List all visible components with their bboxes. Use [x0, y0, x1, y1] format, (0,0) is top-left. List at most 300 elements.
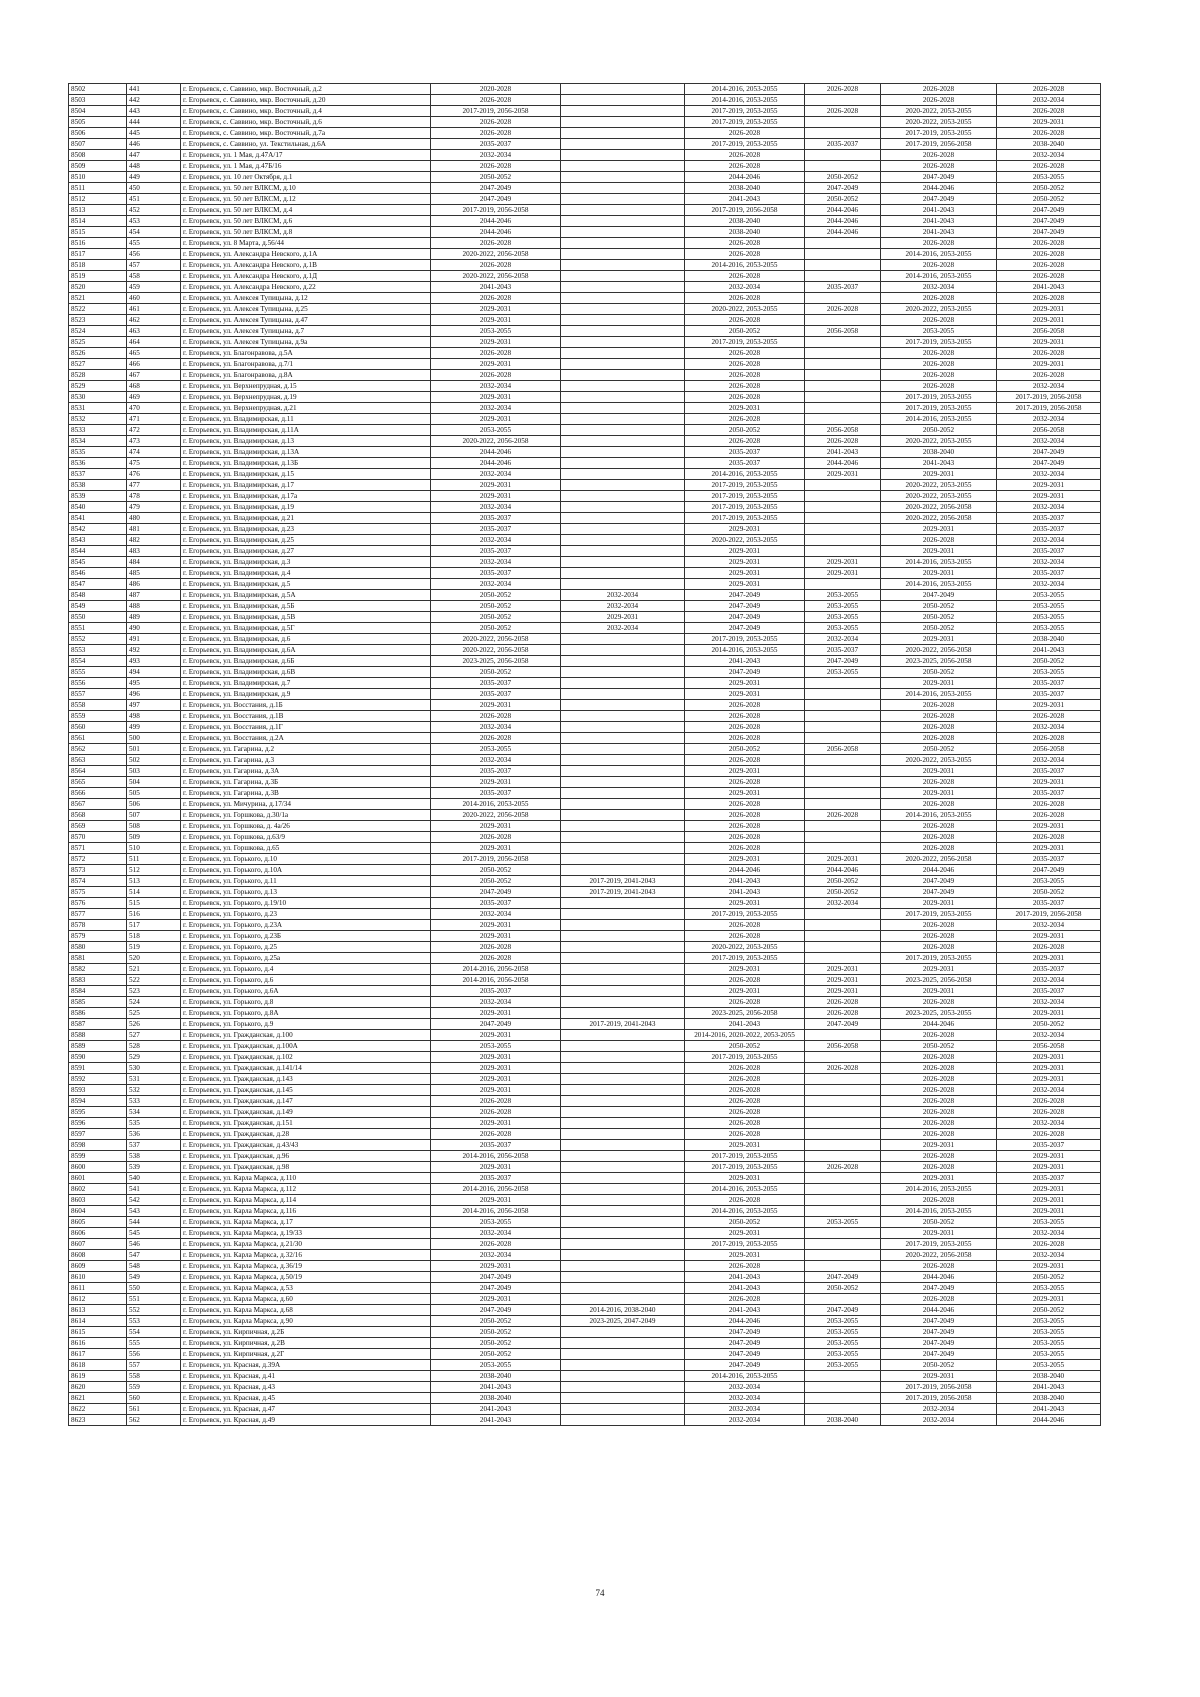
period-1-cell: 2047-2049 [431, 1272, 561, 1283]
period-2-cell [561, 700, 685, 711]
table-row [69, 337, 1101, 348]
table-row [69, 744, 1101, 755]
address-cell: г. Егорьевск, ул. Александра Невского, д.1В [181, 260, 431, 271]
period-1-cell: 2041-2043 [431, 1382, 561, 1393]
period-5-cell: 2041-2043 [881, 216, 997, 227]
address-cell: г. Егорьевск, ул. Владимирская, д.21 [181, 513, 431, 524]
table-row [69, 161, 1101, 172]
period-1-cell: 2032-2034 [431, 997, 561, 1008]
period-4-cell [805, 535, 881, 546]
period-2-cell [561, 557, 685, 568]
period-4-cell [805, 381, 881, 392]
item-number-cell: 518 [127, 931, 181, 942]
period-6-cell: 2029-2031 [997, 931, 1101, 942]
table-row [69, 249, 1101, 260]
item-number-cell: 549 [127, 1272, 181, 1283]
period-1-cell: 2029-2031 [431, 480, 561, 491]
period-4-cell: 2044-2046 [805, 205, 881, 216]
period-2-cell [561, 953, 685, 964]
period-2-cell [561, 645, 685, 656]
period-5-cell: 2014-2016, 2053-2055 [881, 557, 997, 568]
address-cell: г. Егорьевск, ул. Алексея Тупицына, д.9а [181, 337, 431, 348]
table-row [69, 1173, 1101, 1184]
period-6-cell: 2053-2055 [997, 667, 1101, 678]
period-6-cell: 2053-2055 [997, 1338, 1101, 1349]
period-6-cell: 2017-2019, 2056-2058 [997, 909, 1101, 920]
period-1-cell: 2020-2022, 2056-2058 [431, 810, 561, 821]
period-3-cell: 2026-2028 [685, 799, 805, 810]
record-id-cell: 8610 [69, 1272, 127, 1283]
period-4-cell [805, 1261, 881, 1272]
address-cell: г. Егорьевск, ул. Владимирская, д.25 [181, 535, 431, 546]
period-3-cell: 2029-2031 [685, 557, 805, 568]
period-6-cell: 2026-2028 [997, 1129, 1101, 1140]
period-2-cell [561, 128, 685, 139]
item-number-cell: 495 [127, 678, 181, 689]
record-id-cell: 8527 [69, 359, 127, 370]
period-6-cell: 2050-2052 [997, 656, 1101, 667]
period-4-cell [805, 832, 881, 843]
record-id-cell: 8508 [69, 150, 127, 161]
period-5-cell: 2026-2028 [881, 95, 997, 106]
period-3-cell: 2029-2031 [685, 854, 805, 865]
period-5-cell: 2029-2031 [881, 678, 997, 689]
period-3-cell: 2014-2016, 2053-2055 [685, 1206, 805, 1217]
address-cell: г. Егорьевск, ул. Горького, д.8 [181, 997, 431, 1008]
period-3-cell: 2017-2019, 2053-2055 [685, 1052, 805, 1063]
record-id-cell: 8517 [69, 249, 127, 260]
record-id-cell: 8521 [69, 293, 127, 304]
period-4-cell [805, 392, 881, 403]
period-4-cell [805, 370, 881, 381]
period-4-cell: 2044-2046 [805, 458, 881, 469]
period-4-cell [805, 271, 881, 282]
record-id-cell: 8568 [69, 810, 127, 821]
period-2-cell [561, 766, 685, 777]
period-4-cell: 2056-2058 [805, 744, 881, 755]
record-id-cell: 8591 [69, 1063, 127, 1074]
period-4-cell: 2056-2058 [805, 326, 881, 337]
table-row [69, 271, 1101, 282]
period-3-cell: 2017-2019, 2053-2055 [685, 513, 805, 524]
period-3-cell: 2026-2028 [685, 832, 805, 843]
item-number-cell: 448 [127, 161, 181, 172]
period-6-cell: 2035-2037 [997, 524, 1101, 535]
table-row [69, 1151, 1101, 1162]
period-4-cell: 2041-2043 [805, 447, 881, 458]
period-5-cell: 2017-2019, 2053-2055 [881, 128, 997, 139]
period-6-cell: 2029-2031 [997, 117, 1101, 128]
period-3-cell: 2041-2043 [685, 887, 805, 898]
period-3-cell: 2029-2031 [685, 689, 805, 700]
period-3-cell: 2050-2052 [685, 425, 805, 436]
period-1-cell: 2032-2034 [431, 150, 561, 161]
period-5-cell: 2014-2016, 2053-2055 [881, 689, 997, 700]
address-cell: г. Егорьевск, ул. Красная, д.45 [181, 1393, 431, 1404]
period-3-cell: 2032-2034 [685, 1415, 805, 1426]
period-1-cell: 2026-2028 [431, 733, 561, 744]
period-2-cell [561, 1382, 685, 1393]
period-2-cell [561, 480, 685, 491]
period-3-cell: 2047-2049 [685, 1349, 805, 1360]
record-id-cell: 8603 [69, 1195, 127, 1206]
period-2-cell [561, 326, 685, 337]
period-6-cell: 2041-2043 [997, 282, 1101, 293]
period-2-cell [561, 183, 685, 194]
period-5-cell: 2020-2022, 2056-2058 [881, 854, 997, 865]
period-5-cell: 2026-2028 [881, 293, 997, 304]
period-2-cell: 2017-2019, 2041-2043 [561, 876, 685, 887]
table-row [69, 392, 1101, 403]
period-2-cell [561, 348, 685, 359]
period-3-cell: 2029-2031 [685, 579, 805, 590]
table-row [69, 1096, 1101, 1107]
period-1-cell: 2035-2037 [431, 898, 561, 909]
period-4-cell [805, 689, 881, 700]
period-2-cell [561, 150, 685, 161]
period-5-cell: 2026-2028 [881, 1085, 997, 1096]
period-4-cell: 2026-2028 [805, 1008, 881, 1019]
period-5-cell: 2017-2019, 2056-2058 [881, 1393, 997, 1404]
period-6-cell: 2017-2019, 2056-2058 [997, 403, 1101, 414]
table-row [69, 194, 1101, 205]
period-3-cell: 2029-2031 [685, 546, 805, 557]
period-5-cell: 2026-2028 [881, 535, 997, 546]
period-1-cell: 2032-2034 [431, 755, 561, 766]
record-id-cell: 8599 [69, 1151, 127, 1162]
record-id-cell: 8551 [69, 623, 127, 634]
period-4-cell [805, 821, 881, 832]
table-body [69, 84, 1101, 1426]
item-number-cell: 561 [127, 1404, 181, 1415]
period-3-cell: 2032-2034 [685, 1382, 805, 1393]
address-cell: г. Егорьевск, ул. Благонравова, д.8А [181, 370, 431, 381]
table-row [69, 777, 1101, 788]
period-2-cell [561, 579, 685, 590]
period-6-cell: 2056-2058 [997, 744, 1101, 755]
table-row [69, 139, 1101, 150]
period-2-cell [561, 436, 685, 447]
address-cell: г. Егорьевск, ул. Владимирская, д.5 [181, 579, 431, 590]
period-2-cell [561, 755, 685, 766]
period-4-cell: 2053-2055 [805, 1360, 881, 1371]
period-1-cell: 2032-2034 [431, 909, 561, 920]
period-1-cell: 2026-2028 [431, 1096, 561, 1107]
item-number-cell: 533 [127, 1096, 181, 1107]
period-6-cell: 2047-2049 [997, 205, 1101, 216]
period-5-cell: 2026-2028 [881, 711, 997, 722]
period-5-cell: 2029-2031 [881, 469, 997, 480]
address-cell: г. Егорьевск, ул. Владимирская, д.6Б [181, 656, 431, 667]
period-2-cell [561, 997, 685, 1008]
item-number-cell: 456 [127, 249, 181, 260]
record-id-cell: 8574 [69, 876, 127, 887]
period-3-cell: 2029-2031 [685, 524, 805, 535]
period-5-cell: 2026-2028 [881, 161, 997, 172]
period-3-cell: 2026-2028 [685, 436, 805, 447]
period-2-cell [561, 975, 685, 986]
period-3-cell: 2017-2019, 2053-2055 [685, 139, 805, 150]
period-5-cell: 2053-2055 [881, 326, 997, 337]
period-3-cell: 2044-2046 [685, 865, 805, 876]
item-number-cell: 538 [127, 1151, 181, 1162]
item-number-cell: 457 [127, 260, 181, 271]
period-6-cell: 2029-2031 [997, 1162, 1101, 1173]
record-id-cell: 8535 [69, 447, 127, 458]
address-cell: г. Егорьевск, ул. Горького, д.6А [181, 986, 431, 997]
period-6-cell: 2050-2052 [997, 1019, 1101, 1030]
address-cell: г. Егорьевск, ул. Горького, д.9 [181, 1019, 431, 1030]
period-4-cell [805, 1250, 881, 1261]
period-5-cell: 2026-2028 [881, 931, 997, 942]
address-cell: г. Егорьевск, ул. Красная, д.47 [181, 1404, 431, 1415]
address-cell: г. Егорьевск, ул. Горького, д.23 [181, 909, 431, 920]
period-6-cell: 2032-2034 [997, 557, 1101, 568]
period-6-cell: 2029-2031 [997, 1261, 1101, 1272]
address-cell: г. Егорьевск, ул. Карла Маркса, д.116 [181, 1206, 431, 1217]
record-id-cell: 8613 [69, 1305, 127, 1316]
period-1-cell: 2014-2016, 2056-2058 [431, 1184, 561, 1195]
period-4-cell [805, 480, 881, 491]
address-cell: г. Егорьевск, ул. Верхнепрудная, д.21 [181, 403, 431, 414]
period-4-cell: 2053-2055 [805, 1316, 881, 1327]
item-number-cell: 541 [127, 1184, 181, 1195]
table-row [69, 359, 1101, 370]
table-row [69, 1349, 1101, 1360]
period-3-cell: 2044-2046 [685, 1316, 805, 1327]
page-number: 74 [595, 1588, 605, 1598]
record-id-cell: 8553 [69, 645, 127, 656]
period-3-cell: 2026-2028 [685, 997, 805, 1008]
period-5-cell: 2026-2028 [881, 733, 997, 744]
address-cell: г. Егорьевск, ул. Карла Маркса, д.60 [181, 1294, 431, 1305]
period-1-cell: 2050-2052 [431, 590, 561, 601]
period-3-cell: 2026-2028 [685, 821, 805, 832]
period-3-cell: 2029-2031 [685, 678, 805, 689]
period-6-cell: 2032-2034 [997, 1250, 1101, 1261]
period-3-cell: 2041-2043 [685, 656, 805, 667]
period-3-cell: 2029-2031 [685, 403, 805, 414]
record-id-cell: 8552 [69, 634, 127, 645]
address-cell: г. Егорьевск, ул. Красная, д.43 [181, 1382, 431, 1393]
record-id-cell: 8617 [69, 1349, 127, 1360]
period-5-cell: 2017-2019, 2053-2055 [881, 392, 997, 403]
period-4-cell [805, 909, 881, 920]
period-6-cell: 2026-2028 [997, 733, 1101, 744]
period-1-cell: 2026-2028 [431, 832, 561, 843]
period-1-cell: 2050-2052 [431, 601, 561, 612]
item-number-cell: 462 [127, 315, 181, 326]
item-number-cell: 453 [127, 216, 181, 227]
period-6-cell: 2029-2031 [997, 337, 1101, 348]
period-4-cell [805, 1393, 881, 1404]
period-2-cell [561, 469, 685, 480]
address-cell: г. Егорьевск, с. Саввино, мкр. Восточный, д.4 [181, 106, 431, 117]
period-4-cell [805, 359, 881, 370]
address-cell: г. Егорьевск, ул. Карла Маркса, д.17 [181, 1217, 431, 1228]
item-number-cell: 511 [127, 854, 181, 865]
period-1-cell: 2050-2052 [431, 172, 561, 183]
period-6-cell: 2047-2049 [997, 216, 1101, 227]
address-cell: г. Егорьевск, ул. Владимирская, д.15 [181, 469, 431, 480]
period-2-cell [561, 513, 685, 524]
period-1-cell: 2035-2037 [431, 1173, 561, 1184]
period-1-cell: 2020-2022, 2056-2058 [431, 645, 561, 656]
period-5-cell: 2026-2028 [881, 722, 997, 733]
record-id-cell: 8577 [69, 909, 127, 920]
table-row [69, 887, 1101, 898]
item-number-cell: 490 [127, 623, 181, 634]
address-cell: г. Егорьевск, ул. Восстания, д.1Г [181, 722, 431, 733]
period-2-cell [561, 546, 685, 557]
period-4-cell [805, 799, 881, 810]
period-1-cell: 2053-2055 [431, 425, 561, 436]
period-2-cell [561, 1118, 685, 1129]
period-2-cell: 2032-2034 [561, 590, 685, 601]
period-3-cell: 2017-2019, 2053-2055 [685, 337, 805, 348]
table-row [69, 601, 1101, 612]
period-2-cell [561, 744, 685, 755]
period-6-cell: 2041-2043 [997, 1404, 1101, 1415]
address-cell: г. Егорьевск, ул. Владимирская, д.6В [181, 667, 431, 678]
record-id-cell: 8533 [69, 425, 127, 436]
period-6-cell: 2041-2043 [997, 1382, 1101, 1393]
period-4-cell: 2053-2055 [805, 612, 881, 623]
item-number-cell: 544 [127, 1217, 181, 1228]
period-6-cell: 2032-2034 [997, 1085, 1101, 1096]
period-6-cell: 2029-2031 [997, 1151, 1101, 1162]
period-6-cell: 2029-2031 [997, 1184, 1101, 1195]
record-id-cell: 8558 [69, 700, 127, 711]
period-1-cell: 2029-2031 [431, 315, 561, 326]
record-id-cell: 8607 [69, 1239, 127, 1250]
record-id-cell: 8590 [69, 1052, 127, 1063]
period-6-cell: 2056-2058 [997, 425, 1101, 436]
item-number-cell: 477 [127, 480, 181, 491]
period-2-cell [561, 1173, 685, 1184]
period-5-cell: 2026-2028 [881, 700, 997, 711]
period-5-cell: 2029-2031 [881, 788, 997, 799]
period-2-cell [561, 678, 685, 689]
period-6-cell: 2053-2055 [997, 1283, 1101, 1294]
period-3-cell: 2050-2052 [685, 326, 805, 337]
period-3-cell: 2023-2025, 2056-2058 [685, 1008, 805, 1019]
period-5-cell: 2026-2028 [881, 1261, 997, 1272]
table-row [69, 832, 1101, 843]
period-3-cell: 2035-2037 [685, 447, 805, 458]
address-cell: г. Егорьевск, ул. Владимирская, д.5Г [181, 623, 431, 634]
item-number-cell: 535 [127, 1118, 181, 1129]
address-cell: г. Егорьевск, ул. Кирпичная, д.2В [181, 1338, 431, 1349]
period-3-cell: 2017-2019, 2053-2055 [685, 634, 805, 645]
period-5-cell: 2047-2049 [881, 1327, 997, 1338]
item-number-cell: 487 [127, 590, 181, 601]
period-2-cell [561, 711, 685, 722]
period-2-cell [561, 194, 685, 205]
period-5-cell: 2029-2031 [881, 568, 997, 579]
address-cell: г. Егорьевск, ул. Кирпичная, д.2Б [181, 1327, 431, 1338]
period-4-cell: 2029-2031 [805, 975, 881, 986]
record-id-cell: 8620 [69, 1382, 127, 1393]
period-2-cell [561, 821, 685, 832]
record-id-cell: 8618 [69, 1360, 127, 1371]
item-number-cell: 465 [127, 348, 181, 359]
item-number-cell: 559 [127, 1382, 181, 1393]
period-5-cell: 2026-2028 [881, 1294, 997, 1305]
period-3-cell: 2014-2016, 2020-2022, 2053-2055 [685, 1030, 805, 1041]
period-6-cell: 2032-2034 [997, 722, 1101, 733]
item-number-cell: 449 [127, 172, 181, 183]
period-4-cell: 2029-2031 [805, 854, 881, 865]
period-6-cell: 2026-2028 [997, 942, 1101, 953]
period-2-cell [561, 909, 685, 920]
period-6-cell: 2050-2052 [997, 1272, 1101, 1283]
period-2-cell [561, 634, 685, 645]
item-number-cell: 452 [127, 205, 181, 216]
period-2-cell [561, 535, 685, 546]
period-1-cell: 2047-2049 [431, 1019, 561, 1030]
address-cell: г. Егорьевск, ул. Горького, д.23Б [181, 931, 431, 942]
period-4-cell: 2047-2049 [805, 183, 881, 194]
period-5-cell: 2050-2052 [881, 744, 997, 755]
period-1-cell: 2032-2034 [431, 502, 561, 513]
table-row [69, 1008, 1101, 1019]
record-id-cell: 8600 [69, 1162, 127, 1173]
record-id-cell: 8518 [69, 260, 127, 271]
record-id-cell: 8598 [69, 1140, 127, 1151]
table-row [69, 678, 1101, 689]
period-6-cell: 2029-2031 [997, 1008, 1101, 1019]
period-6-cell: 2026-2028 [997, 271, 1101, 282]
period-1-cell: 2035-2037 [431, 788, 561, 799]
period-3-cell: 2020-2022, 2053-2055 [685, 942, 805, 953]
period-3-cell: 2026-2028 [685, 1129, 805, 1140]
table-row [69, 854, 1101, 865]
record-id-cell: 8579 [69, 931, 127, 942]
period-5-cell: 2020-2022, 2053-2055 [881, 755, 997, 766]
address-cell: г. Егорьевск, ул. Горького, д.25 [181, 942, 431, 953]
record-id-cell: 8619 [69, 1371, 127, 1382]
period-3-cell: 2026-2028 [685, 777, 805, 788]
record-id-cell: 8615 [69, 1327, 127, 1338]
period-6-cell: 2026-2028 [997, 348, 1101, 359]
period-4-cell: 2044-2046 [805, 865, 881, 876]
record-id-cell: 8511 [69, 183, 127, 194]
period-2-cell [561, 788, 685, 799]
period-5-cell: 2038-2040 [881, 447, 997, 458]
period-5-cell: 2026-2028 [881, 799, 997, 810]
period-6-cell: 2026-2028 [997, 260, 1101, 271]
period-2-cell [561, 403, 685, 414]
period-6-cell: 2029-2031 [997, 777, 1101, 788]
period-2-cell [561, 810, 685, 821]
period-1-cell: 2026-2028 [431, 953, 561, 964]
item-number-cell: 520 [127, 953, 181, 964]
period-4-cell [805, 161, 881, 172]
period-3-cell: 2032-2034 [685, 282, 805, 293]
address-cell: г. Егорьевск, ул. 8 Марта, д.56/44 [181, 238, 431, 249]
item-number-cell: 528 [127, 1041, 181, 1052]
period-2-cell [561, 1074, 685, 1085]
period-3-cell: 2026-2028 [685, 392, 805, 403]
period-2-cell [561, 1261, 685, 1272]
period-2-cell [561, 1096, 685, 1107]
address-cell: г. Егорьевск, ул. Карла Маркса, д.21/30 [181, 1239, 431, 1250]
period-4-cell: 2047-2049 [805, 1305, 881, 1316]
item-number-cell: 463 [127, 326, 181, 337]
period-6-cell: 2032-2034 [997, 755, 1101, 766]
table-row [69, 447, 1101, 458]
